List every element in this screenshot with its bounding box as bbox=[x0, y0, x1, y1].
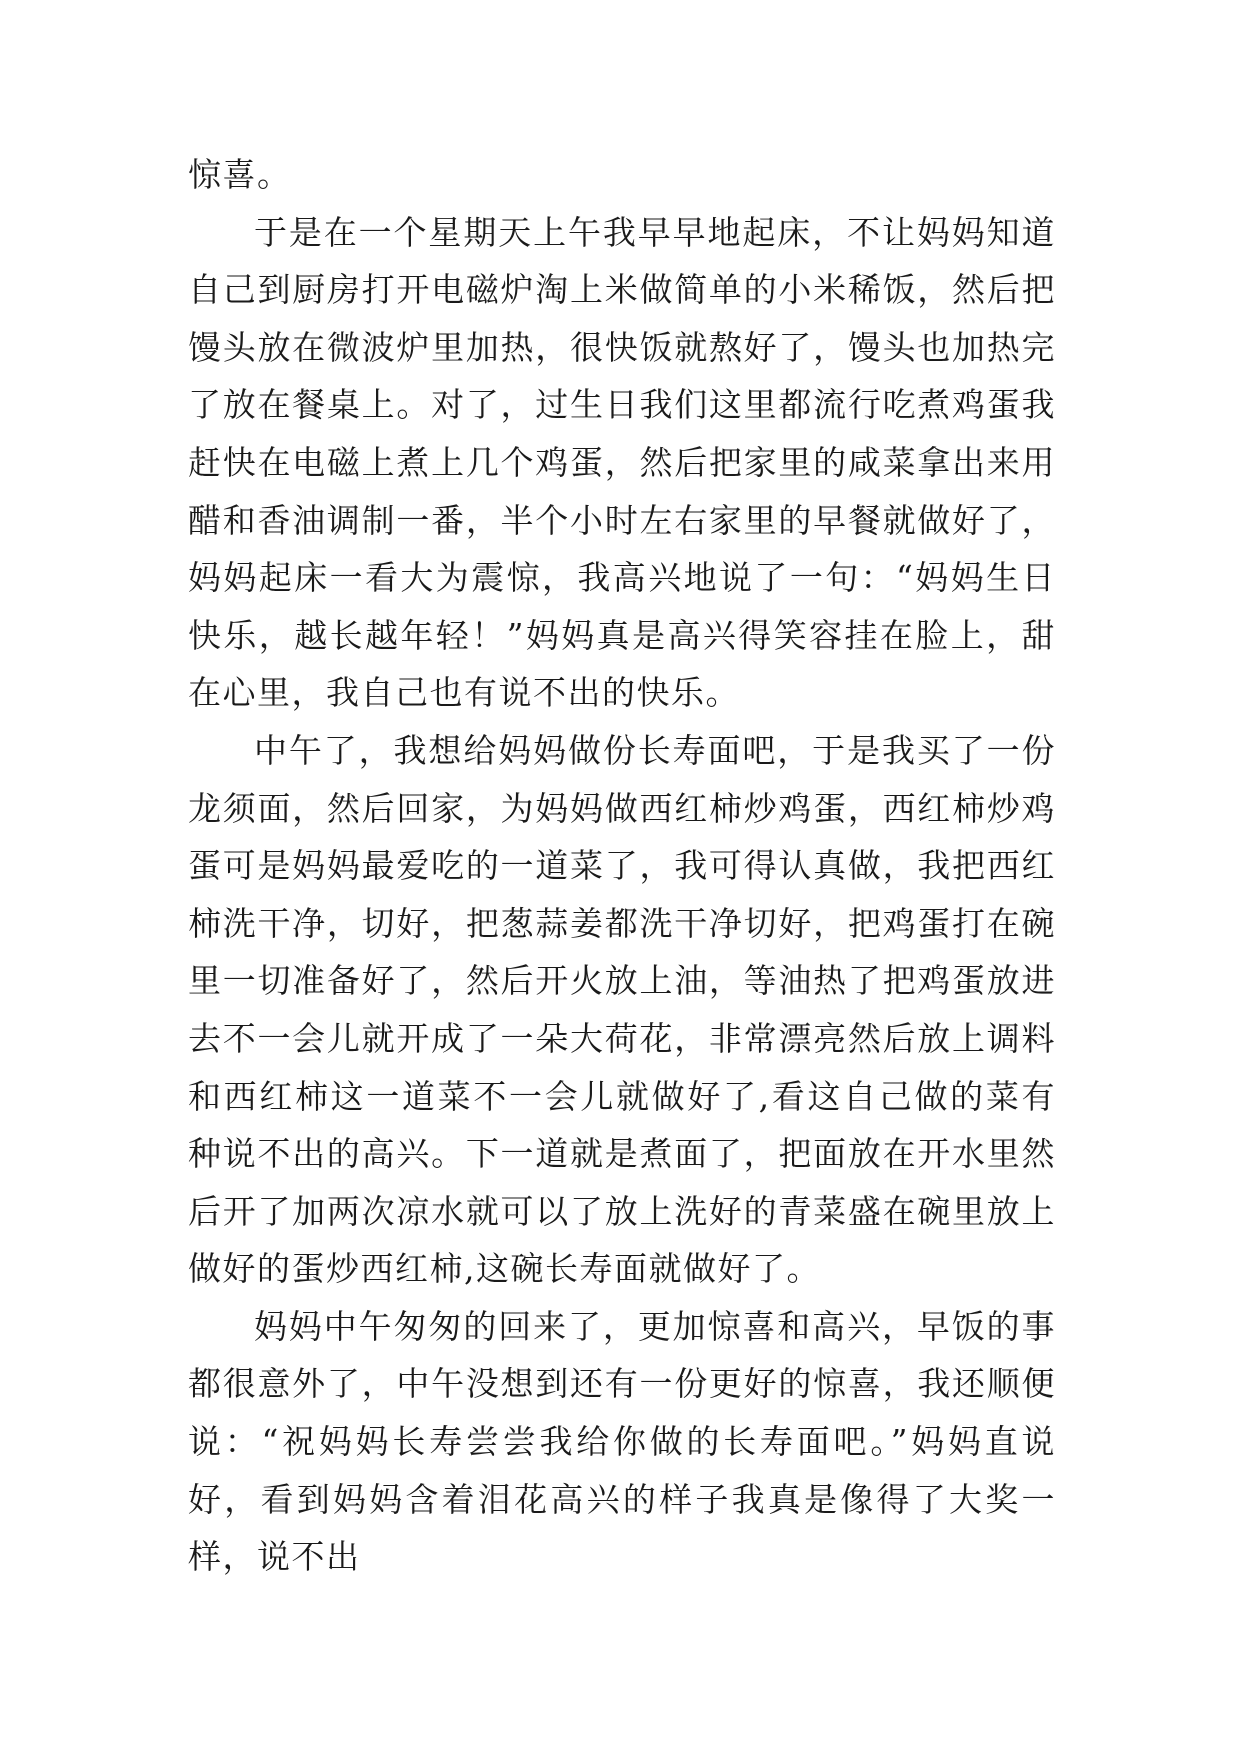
paragraph-breakfast: 于是在一个星期天上午我早早地起床，不让妈妈知道自己到厨房打开电磁炉淘上米做简单的小米稀饭，然后把馒头放在微波炉里加热，很快饭就熬好了，馒头也加热完了放在餐桌上。对了，过生日我们这里都流行吃煮鸡蛋我赶快在电磁上煮上几个鸡蛋，然后把家里的咸菜拿出来用醋和香油调制一番，半个小时左右家里的早餐就做好了，妈妈起床一看大为震惊，我高兴地说了一句：“妈妈生日快乐，越长越年轻！”妈妈真是高兴得笑容挂在脸上，甜在心里，我自己也有说不出的快乐。 bbox=[188, 212, 1056, 713]
paragraph-continuation: 惊喜。 bbox=[188, 155, 292, 194]
body-text bbox=[188, 146, 1056, 1586]
paragraph-noodles: 中午了，我想给妈妈做份长寿面吧，于是我买了一份龙须面，然后回家，为妈妈做西红柿炒鸡蛋，西红柿炒鸡蛋可是妈妈最爱吃的一道菜了，我可得认真做，我把西红柿洗干净，切好，把葱蒜姜都洗干净切好，把鸡蛋打在碗里一切准备好了，然后开火放上油，等油热了把鸡蛋放进去不一会儿就开成了一朵大荷花，非常漂亮然后放上调料和西红柿这一道菜不一会儿就做好了,看这自己做的菜有种说不出的高兴。下一道就是煮面了，把面放在开水里然后开了加两次凉水就可以了放上洗好的青菜盛在碗里放上做好的蛋炒西红柿,这碗长寿面就做好了。 bbox=[188, 730, 1056, 1289]
paragraph-surprise: 妈妈中午匆匆的回来了，更加惊喜和高兴，早饭的事都很意外了，中午没想到还有一份更好的惊喜，我还顺便说：“祝妈妈长寿尝尝我给你做的长寿面吧。”妈妈直说好，看到妈妈含着泪花高兴的样子我真是像得了大奖一样，说不出 bbox=[188, 1306, 1056, 1577]
